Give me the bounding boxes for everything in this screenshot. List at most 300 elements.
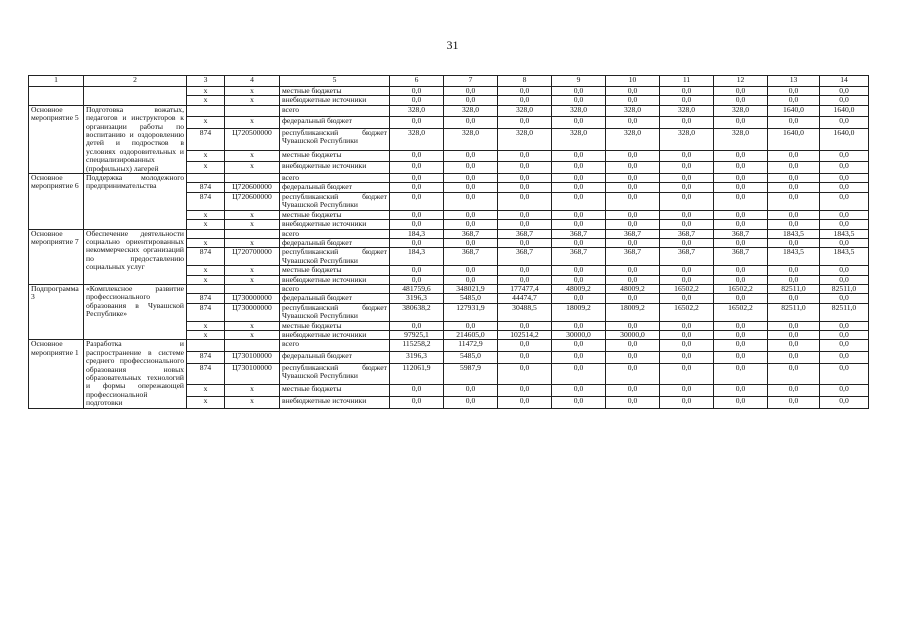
- amount-cell: 30000,0: [552, 330, 606, 339]
- amount-cell: 0,0: [660, 162, 714, 174]
- amount-cell: 0,0: [390, 220, 444, 229]
- amount-cell: 0,0: [768, 385, 820, 397]
- amount-cell: 16502,2: [660, 284, 714, 293]
- amount-cell: 0,0: [552, 174, 606, 183]
- amount-cell: 0,0: [820, 266, 869, 275]
- amount-cell: 3196,3: [390, 351, 444, 363]
- budget-code-cell: х: [225, 150, 280, 162]
- amount-cell: 11472,9: [444, 340, 498, 352]
- amount-cell: 0,0: [552, 321, 606, 330]
- amount-cell: 1640,0: [820, 105, 869, 117]
- amount-cell: 82511,0: [820, 284, 869, 293]
- amount-cell: 0,0: [820, 321, 869, 330]
- amount-cell: 0,0: [606, 266, 660, 275]
- amount-cell: 0,0: [390, 397, 444, 409]
- amount-cell: 0,0: [444, 275, 498, 284]
- funding-source-cell: местные бюджеты: [280, 385, 390, 397]
- admin-code-cell: [187, 284, 225, 293]
- amount-cell: 328,0: [498, 128, 552, 150]
- amount-cell: 18009,2: [606, 303, 660, 321]
- column-header: 6: [390, 76, 444, 87]
- amount-cell: 0,0: [714, 238, 768, 247]
- amount-cell: 0,0: [444, 238, 498, 247]
- column-header: 2: [84, 76, 187, 87]
- table-row: [29, 174, 869, 183]
- budget-code-cell: Ц720500000: [225, 128, 280, 150]
- amount-cell: 328,0: [714, 105, 768, 117]
- amount-cell: 0,0: [714, 117, 768, 129]
- amount-cell: 368,7: [660, 248, 714, 266]
- amount-cell: 0,0: [444, 385, 498, 397]
- funding-source-cell: федеральный бюджет: [280, 117, 390, 129]
- activity-name-cell: Основное мероприятие 1: [29, 340, 84, 408]
- funding-source-cell: внебюджетные источники: [280, 275, 390, 284]
- budget-code-cell: х: [225, 385, 280, 397]
- amount-cell: 0,0: [606, 238, 660, 247]
- amount-cell: 328,0: [552, 128, 606, 150]
- admin-code-cell: х: [187, 220, 225, 229]
- amount-cell: 0,0: [606, 183, 660, 192]
- amount-cell: 0,0: [444, 192, 498, 210]
- activity-description-cell: Разработка и распространение в системе среднего профессионального образования новых образовательных технологий и формы опережающей профессиональной подготовки: [84, 340, 187, 408]
- amount-cell: 0,0: [552, 266, 606, 275]
- column-header: 10: [606, 76, 660, 87]
- amount-cell: 0,0: [714, 397, 768, 409]
- amount-cell: 0,0: [552, 363, 606, 385]
- amount-cell: 368,7: [552, 229, 606, 238]
- amount-cell: 0,0: [606, 174, 660, 183]
- amount-cell: 0,0: [498, 174, 552, 183]
- amount-cell: 0,0: [714, 340, 768, 352]
- amount-cell: 0,0: [444, 150, 498, 162]
- amount-cell: 0,0: [390, 96, 444, 105]
- amount-cell: 0,0: [714, 266, 768, 275]
- amount-cell: 16502,2: [660, 303, 714, 321]
- amount-cell: 0,0: [552, 275, 606, 284]
- amount-cell: 0,0: [498, 96, 552, 105]
- amount-cell: 0,0: [768, 87, 820, 96]
- budget-code-cell: [225, 174, 280, 183]
- amount-cell: 0,0: [552, 210, 606, 219]
- admin-code-cell: х: [187, 238, 225, 247]
- amount-cell: 0,0: [390, 183, 444, 192]
- amount-cell: 0,0: [768, 340, 820, 352]
- amount-cell: 0,0: [820, 238, 869, 247]
- amount-cell: 0,0: [444, 87, 498, 96]
- admin-code-cell: [187, 105, 225, 117]
- amount-cell: 0,0: [714, 210, 768, 219]
- amount-cell: 0,0: [444, 397, 498, 409]
- amount-cell: 328,0: [390, 105, 444, 117]
- budget-code-cell: х: [225, 162, 280, 174]
- amount-cell: 368,7: [444, 229, 498, 238]
- budget-code-cell: Ц730100000: [225, 363, 280, 385]
- amount-cell: 0,0: [714, 87, 768, 96]
- amount-cell: 328,0: [552, 105, 606, 117]
- amount-cell: 0,0: [390, 174, 444, 183]
- admin-code-cell: х: [187, 150, 225, 162]
- amount-cell: 328,0: [444, 128, 498, 150]
- activity-description-cell: Поддержка молодежного предпринимательства: [84, 174, 187, 229]
- amount-cell: 0,0: [660, 330, 714, 339]
- column-header: 3: [187, 76, 225, 87]
- amount-cell: 0,0: [820, 183, 869, 192]
- amount-cell: 0,0: [820, 294, 869, 303]
- amount-cell: 214605,0: [444, 330, 498, 339]
- amount-cell: 380638,2: [390, 303, 444, 321]
- funding-source-cell: местные бюджеты: [280, 87, 390, 96]
- amount-cell: 0,0: [498, 220, 552, 229]
- amount-cell: 0,0: [444, 210, 498, 219]
- amount-cell: 0,0: [498, 192, 552, 210]
- amount-cell: 0,0: [444, 220, 498, 229]
- column-header: 9: [552, 76, 606, 87]
- amount-cell: 115258,2: [390, 340, 444, 352]
- amount-cell: 0,0: [820, 220, 869, 229]
- amount-cell: 0,0: [444, 117, 498, 129]
- table-row: [29, 229, 869, 238]
- amount-cell: 0,0: [606, 150, 660, 162]
- table-row: [29, 340, 869, 352]
- admin-code-cell: 874: [187, 192, 225, 210]
- funding-source-cell: республиканский бюджет Чувашской Республики: [280, 363, 390, 385]
- admin-code-cell: х: [187, 117, 225, 129]
- amount-cell: 0,0: [660, 385, 714, 397]
- amount-cell: 0,0: [390, 210, 444, 219]
- amount-cell: 0,0: [660, 117, 714, 129]
- funding-source-cell: внебюджетные источники: [280, 220, 390, 229]
- amount-cell: 82511,0: [820, 303, 869, 321]
- amount-cell: 0,0: [390, 385, 444, 397]
- amount-cell: 328,0: [390, 128, 444, 150]
- amount-cell: 0,0: [660, 321, 714, 330]
- budget-code-cell: х: [225, 96, 280, 105]
- amount-cell: 0,0: [660, 87, 714, 96]
- amount-cell: 0,0: [552, 183, 606, 192]
- amount-cell: 1640,0: [768, 128, 820, 150]
- budget-code-cell: Ц730100000: [225, 351, 280, 363]
- amount-cell: 184,3: [390, 248, 444, 266]
- amount-cell: 0,0: [552, 150, 606, 162]
- table-row: [29, 87, 869, 96]
- amount-cell: 0,0: [768, 150, 820, 162]
- admin-code-cell: 874: [187, 128, 225, 150]
- funding-source-cell: республиканский бюджет Чувашской Республики: [280, 128, 390, 150]
- activity-description-cell: Подготовка вожатых, педагогов и инструкторов к организации работы по воспитанию и оздоровлению детей и подростков в условиях оздоровительных и специализированных (профильных) лагерей: [84, 105, 187, 173]
- budget-code-cell: х: [225, 220, 280, 229]
- admin-code-cell: 874: [187, 183, 225, 192]
- amount-cell: 0,0: [768, 238, 820, 247]
- amount-cell: 0,0: [444, 174, 498, 183]
- column-header: 4: [225, 76, 280, 87]
- amount-cell: 0,0: [714, 363, 768, 385]
- amount-cell: 0,0: [606, 192, 660, 210]
- amount-cell: 0,0: [660, 220, 714, 229]
- amount-cell: 5485,0: [444, 294, 498, 303]
- amount-cell: 0,0: [768, 321, 820, 330]
- amount-cell: 1843,5: [820, 248, 869, 266]
- amount-cell: 0,0: [552, 397, 606, 409]
- funding-source-cell: всего: [280, 340, 390, 352]
- amount-cell: 127931,9: [444, 303, 498, 321]
- amount-cell: 0,0: [498, 150, 552, 162]
- amount-cell: 0,0: [820, 275, 869, 284]
- amount-cell: 0,0: [768, 330, 820, 339]
- amount-cell: 368,7: [606, 248, 660, 266]
- amount-cell: 0,0: [660, 150, 714, 162]
- amount-cell: 0,0: [660, 96, 714, 105]
- activity-name-cell: Подпрограмма 3: [29, 284, 84, 339]
- funding-source-cell: федеральный бюджет: [280, 183, 390, 192]
- budget-code-cell: х: [225, 87, 280, 96]
- amount-cell: 0,0: [552, 87, 606, 96]
- amount-cell: 0,0: [820, 162, 869, 174]
- admin-code-cell: [187, 340, 225, 352]
- amount-cell: 1640,0: [768, 105, 820, 117]
- amount-cell: 0,0: [768, 192, 820, 210]
- amount-cell: 0,0: [552, 238, 606, 247]
- amount-cell: 0,0: [498, 117, 552, 129]
- amount-cell: 1640,0: [820, 128, 869, 150]
- amount-cell: 0,0: [498, 385, 552, 397]
- amount-cell: 30488,5: [498, 303, 552, 321]
- amount-cell: 0,0: [606, 363, 660, 385]
- admin-code-cell: х: [187, 397, 225, 409]
- amount-cell: 0,0: [552, 385, 606, 397]
- amount-cell: 0,0: [606, 210, 660, 219]
- amount-cell: 0,0: [498, 162, 552, 174]
- amount-cell: 102514,2: [498, 330, 552, 339]
- amount-cell: 0,0: [390, 275, 444, 284]
- admin-code-cell: х: [187, 162, 225, 174]
- amount-cell: 48009,2: [606, 284, 660, 293]
- amount-cell: 5987,9: [444, 363, 498, 385]
- amount-cell: 0,0: [768, 351, 820, 363]
- amount-cell: 112061,9: [390, 363, 444, 385]
- amount-cell: 0,0: [552, 192, 606, 210]
- funding-source-cell: федеральный бюджет: [280, 238, 390, 247]
- amount-cell: 0,0: [660, 397, 714, 409]
- amount-cell: 82511,0: [768, 284, 820, 293]
- budget-code-cell: [225, 284, 280, 293]
- admin-code-cell: х: [187, 275, 225, 284]
- amount-cell: 0,0: [498, 351, 552, 363]
- amount-cell: 0,0: [390, 238, 444, 247]
- amount-cell: 0,0: [714, 294, 768, 303]
- amount-cell: 0,0: [714, 220, 768, 229]
- admin-code-cell: 874: [187, 303, 225, 321]
- activity-description-cell: «Комплексное развитие профессионального образования в Чувашской Республике»: [84, 284, 187, 339]
- budget-code-cell: х: [225, 266, 280, 275]
- amount-cell: 0,0: [552, 220, 606, 229]
- budget-code-cell: [225, 229, 280, 238]
- column-header: 13: [768, 76, 820, 87]
- funding-source-cell: федеральный бюджет: [280, 351, 390, 363]
- amount-cell: 0,0: [606, 294, 660, 303]
- activity-name-cell: Основное мероприятие 5: [29, 105, 84, 173]
- amount-cell: 0,0: [552, 340, 606, 352]
- amount-cell: 348021,9: [444, 284, 498, 293]
- amount-cell: 0,0: [498, 183, 552, 192]
- funding-source-cell: внебюджетные источники: [280, 162, 390, 174]
- amount-cell: 0,0: [714, 96, 768, 105]
- amount-cell: 0,0: [444, 266, 498, 275]
- amount-cell: 30000,0: [606, 330, 660, 339]
- budget-code-cell: х: [225, 117, 280, 129]
- column-header: 8: [498, 76, 552, 87]
- amount-cell: 0,0: [552, 294, 606, 303]
- amount-cell: 0,0: [606, 220, 660, 229]
- column-header: 1: [29, 76, 84, 87]
- amount-cell: 0,0: [714, 192, 768, 210]
- amount-cell: 0,0: [768, 363, 820, 385]
- amount-cell: 0,0: [768, 210, 820, 219]
- amount-cell: 0,0: [660, 275, 714, 284]
- amount-cell: 0,0: [606, 321, 660, 330]
- admin-code-cell: 874: [187, 294, 225, 303]
- amount-cell: 0,0: [498, 266, 552, 275]
- amount-cell: 0,0: [660, 294, 714, 303]
- amount-cell: 368,7: [498, 229, 552, 238]
- amount-cell: 0,0: [498, 238, 552, 247]
- funding-source-cell: республиканский бюджет Чувашской Республики: [280, 248, 390, 266]
- amount-cell: 368,7: [660, 229, 714, 238]
- funding-source-cell: республиканский бюджет Чувашской Республики: [280, 303, 390, 321]
- amount-cell: 368,7: [714, 248, 768, 266]
- amount-cell: 0,0: [820, 363, 869, 385]
- amount-cell: 0,0: [444, 321, 498, 330]
- amount-cell: 328,0: [660, 105, 714, 117]
- activity-description-cell: Обеспечение деятельности социально ориентированных некоммерческих организаций по предоставлению социальных услуг: [84, 229, 187, 284]
- amount-cell: 328,0: [660, 128, 714, 150]
- amount-cell: 0,0: [498, 87, 552, 96]
- amount-cell: 0,0: [820, 174, 869, 183]
- budget-code-cell: х: [225, 275, 280, 284]
- admin-code-cell: х: [187, 266, 225, 275]
- amount-cell: 0,0: [390, 87, 444, 96]
- admin-code-cell: х: [187, 385, 225, 397]
- amount-cell: 3196,3: [390, 294, 444, 303]
- amount-cell: 0,0: [498, 363, 552, 385]
- amount-cell: 0,0: [820, 210, 869, 219]
- page-number: 31: [446, 38, 459, 52]
- amount-cell: 0,0: [768, 275, 820, 284]
- budget-code-cell: Ц720600000: [225, 183, 280, 192]
- budget-table: [28, 75, 869, 409]
- admin-code-cell: х: [187, 210, 225, 219]
- amount-cell: 0,0: [660, 174, 714, 183]
- amount-cell: 0,0: [768, 174, 820, 183]
- amount-cell: 0,0: [714, 183, 768, 192]
- amount-cell: 0,0: [660, 351, 714, 363]
- amount-cell: 0,0: [552, 162, 606, 174]
- funding-source-cell: федеральный бюджет: [280, 294, 390, 303]
- amount-cell: 0,0: [714, 351, 768, 363]
- amount-cell: 0,0: [444, 162, 498, 174]
- amount-cell: 0,0: [660, 238, 714, 247]
- amount-cell: 0,0: [660, 192, 714, 210]
- amount-cell: 0,0: [714, 162, 768, 174]
- funding-source-cell: местные бюджеты: [280, 266, 390, 275]
- amount-cell: 368,7: [444, 248, 498, 266]
- amount-cell: 0,0: [820, 150, 869, 162]
- column-header: 12: [714, 76, 768, 87]
- admin-code-cell: х: [187, 330, 225, 339]
- amount-cell: 48009,2: [552, 284, 606, 293]
- amount-cell: 0,0: [820, 340, 869, 352]
- amount-cell: 16502,2: [714, 303, 768, 321]
- amount-cell: 0,0: [606, 397, 660, 409]
- amount-cell: 0,0: [820, 96, 869, 105]
- amount-cell: 368,7: [606, 229, 660, 238]
- amount-cell: 97925,1: [390, 330, 444, 339]
- admin-code-cell: х: [187, 96, 225, 105]
- amount-cell: 0,0: [444, 96, 498, 105]
- amount-cell: 0,0: [390, 150, 444, 162]
- amount-cell: 0,0: [768, 294, 820, 303]
- amount-cell: 0,0: [390, 117, 444, 129]
- amount-cell: 368,7: [552, 248, 606, 266]
- amount-cell: 368,7: [714, 229, 768, 238]
- budget-code-cell: [225, 105, 280, 117]
- admin-code-cell: [187, 229, 225, 238]
- amount-cell: 1843,5: [768, 248, 820, 266]
- amount-cell: 0,0: [820, 330, 869, 339]
- amount-cell: 18009,2: [552, 303, 606, 321]
- funding-source-cell: республиканский бюджет Чувашской Республики: [280, 192, 390, 210]
- admin-code-cell: 874: [187, 363, 225, 385]
- amount-cell: 0,0: [714, 275, 768, 284]
- header-row: [29, 76, 869, 87]
- column-header: 5: [280, 76, 390, 87]
- budget-code-cell: Ц720600000: [225, 192, 280, 210]
- amount-cell: 0,0: [498, 321, 552, 330]
- funding-source-cell: внебюджетные источники: [280, 397, 390, 409]
- budget-code-cell: Ц720700000: [225, 248, 280, 266]
- amount-cell: 0,0: [768, 266, 820, 275]
- admin-code-cell: 874: [187, 248, 225, 266]
- amount-cell: 0,0: [820, 351, 869, 363]
- amount-cell: 0,0: [606, 385, 660, 397]
- budget-code-cell: х: [225, 210, 280, 219]
- funding-source-cell: всего: [280, 105, 390, 117]
- budget-code-cell: х: [225, 321, 280, 330]
- admin-code-cell: х: [187, 321, 225, 330]
- amount-cell: 0,0: [498, 275, 552, 284]
- amount-cell: 0,0: [606, 117, 660, 129]
- amount-cell: 5485,0: [444, 351, 498, 363]
- amount-cell: 0,0: [498, 210, 552, 219]
- column-header: 11: [660, 76, 714, 87]
- table-row: [29, 105, 869, 117]
- column-header: 14: [820, 76, 869, 87]
- amount-cell: 0,0: [606, 162, 660, 174]
- amount-cell: 0,0: [606, 96, 660, 105]
- amount-cell: 1843,5: [820, 229, 869, 238]
- funding-source-cell: всего: [280, 229, 390, 238]
- amount-cell: 0,0: [714, 150, 768, 162]
- funding-source-cell: всего: [280, 174, 390, 183]
- amount-cell: 0,0: [768, 183, 820, 192]
- budget-code-cell: х: [225, 397, 280, 409]
- amount-cell: 0,0: [820, 192, 869, 210]
- amount-cell: 0,0: [820, 87, 869, 96]
- funding-source-cell: всего: [280, 284, 390, 293]
- amount-cell: 0,0: [660, 266, 714, 275]
- activity-name-cell: Основное мероприятие 7: [29, 229, 84, 284]
- column-header: 7: [444, 76, 498, 87]
- amount-cell: 0,0: [714, 321, 768, 330]
